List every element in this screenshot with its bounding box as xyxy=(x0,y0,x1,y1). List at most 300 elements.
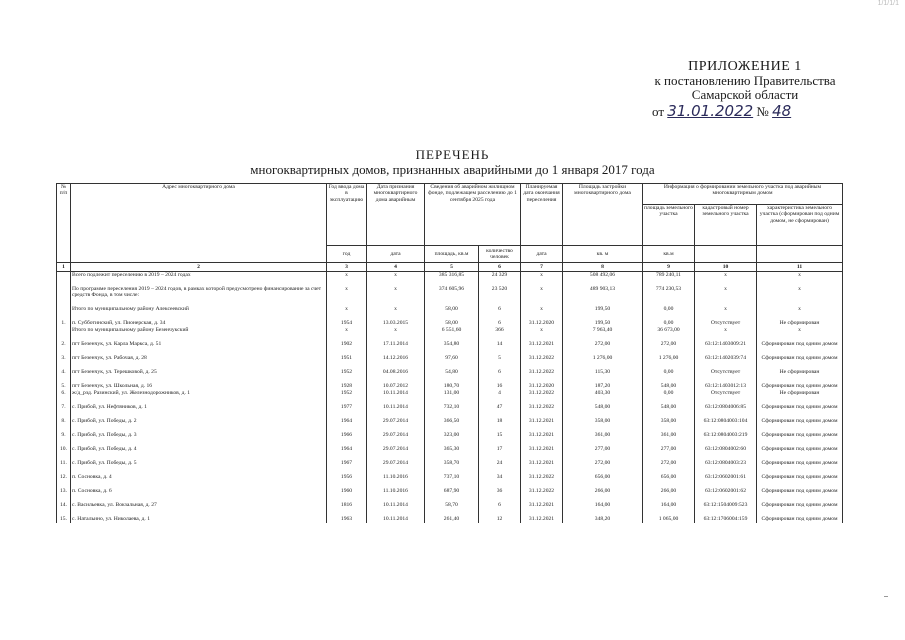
row-recognition-date: 29.07.2014 xyxy=(367,446,425,453)
row-built-area: 199,50 xyxy=(563,306,643,313)
row-number: 5. xyxy=(57,383,71,390)
spacer-cell xyxy=(479,411,521,418)
spacer-cell xyxy=(327,376,367,383)
table-row xyxy=(57,341,843,348)
table-row xyxy=(57,390,843,397)
spacer-cell xyxy=(757,397,843,404)
row-people: 24 xyxy=(479,460,521,467)
appendix-date-line xyxy=(600,104,890,119)
row-planned-date: 31.12.2020 xyxy=(521,383,563,390)
spacer-cell xyxy=(327,397,367,404)
spacer-cell xyxy=(71,425,327,432)
row-built-area: 489 903,13 xyxy=(563,286,643,299)
col-number: 9 xyxy=(643,263,695,272)
spacer-cell xyxy=(367,411,425,418)
spacer-cell xyxy=(563,411,643,418)
spacer-cell xyxy=(479,376,521,383)
row-address: Всего подлежит переселению в 2019 – 2024 годах xyxy=(71,272,327,280)
row-built-area: 272,00 xyxy=(563,460,643,467)
row-characteristic: Сформирован под одним домом xyxy=(757,404,843,411)
col-number: 7 xyxy=(521,263,563,272)
row-land-area: 789 240,11 xyxy=(643,272,695,280)
row-recognition-date: х xyxy=(367,327,425,334)
row-planned-date: 31.12.2021 xyxy=(521,460,563,467)
row-number: 2. xyxy=(57,341,71,348)
row-spacer xyxy=(57,411,843,418)
row-number: 13. xyxy=(57,488,71,495)
row-year: 1928 xyxy=(327,383,367,390)
row-planned-date: 31.12.2022 xyxy=(521,369,563,376)
row-planned-date: 31.12.2021 xyxy=(521,446,563,453)
row-built-area: 358,00 xyxy=(563,418,643,425)
spacer-cell xyxy=(57,348,71,355)
row-address: с. Прибой, ул. Победы, д. 5 xyxy=(71,460,327,467)
row-people: 14 xyxy=(479,341,521,348)
spacer-cell xyxy=(479,313,521,320)
spacer-cell xyxy=(479,279,521,286)
spacer-cell xyxy=(521,376,563,383)
spacer-cell xyxy=(521,439,563,446)
col-number: 11 xyxy=(757,263,843,272)
row-people: 47 xyxy=(479,404,521,411)
spacer-cell xyxy=(521,334,563,341)
row-cadastral: Отсутствует xyxy=(695,369,757,376)
spacer-cell xyxy=(367,439,425,446)
spacer-cell xyxy=(757,279,843,286)
row-year: х xyxy=(327,327,367,334)
row-people: 18 xyxy=(479,418,521,425)
spacer-cell xyxy=(757,467,843,474)
row-address: пгт Безенчук, ул. Терешковой, д. 25 xyxy=(71,369,327,376)
spacer-cell xyxy=(367,362,425,369)
row-planned-date: х xyxy=(521,306,563,313)
row-people: 12 xyxy=(479,516,521,523)
row-number: 9. xyxy=(57,432,71,439)
row-land-area: 358,00 xyxy=(643,418,695,425)
row-characteristic: Сформирован под одним домом xyxy=(757,383,843,390)
row-year: 1977 xyxy=(327,404,367,411)
row-recognition-date: 13.03.2015 xyxy=(367,320,425,327)
row-characteristic: Сформирован под одним домом xyxy=(757,474,843,481)
row-cadastral: 63:12:0602001:61 xyxy=(695,474,757,481)
row-number: 1. xyxy=(57,320,71,327)
table-row xyxy=(57,446,843,453)
row-characteristic: Не сформирован xyxy=(757,320,843,327)
appendix-line-resolution: к постановлению Правительства xyxy=(654,73,836,88)
row-land-area: 361,00 xyxy=(643,432,695,439)
spacer-cell xyxy=(695,299,757,306)
spacer-cell xyxy=(327,299,367,306)
table-row xyxy=(57,327,843,334)
row-built-area: 187,20 xyxy=(563,383,643,390)
row-address: с. Прибой, ул. Нефтяников, д. 1 xyxy=(71,404,327,411)
row-recognition-date: 10.07.2012 xyxy=(367,383,425,390)
spacer-cell xyxy=(695,467,757,474)
spacer-cell xyxy=(695,495,757,502)
row-planned-date: 31.12.2022 xyxy=(521,474,563,481)
row-characteristic: Сформирован под одним домом xyxy=(757,516,843,523)
row-cadastral: 63:12:0804003:23 xyxy=(695,460,757,467)
row-planned-date: 31.12.2022 xyxy=(521,488,563,495)
row-area: 354,80 xyxy=(425,341,479,348)
row-land-area: 0,00 xyxy=(643,390,695,397)
row-cadastral: 63:12:1402039:74 xyxy=(695,355,757,362)
spacer-cell xyxy=(521,397,563,404)
spacer-cell xyxy=(479,495,521,502)
col-number: 4 xyxy=(367,263,425,272)
spacer-cell xyxy=(57,439,71,446)
spacer-cell xyxy=(367,299,425,306)
buildings-table xyxy=(56,183,843,523)
header-built-area: Площадь застройки многоквартирного дома xyxy=(563,184,643,246)
row-cadastral: 63:12:1504009:523 xyxy=(695,502,757,509)
handwritten-date: 31.01.2022 xyxy=(667,102,754,120)
scan-mark xyxy=(884,596,888,597)
row-area: 374 605,96 xyxy=(425,286,479,299)
spacer-cell xyxy=(521,481,563,488)
spacer-cell xyxy=(643,439,695,446)
row-built-area: 277,00 xyxy=(563,446,643,453)
row-built-area: 115,30 xyxy=(563,369,643,376)
spacer-cell xyxy=(563,334,643,341)
col-number: 10 xyxy=(695,263,757,272)
spacer-cell xyxy=(695,397,757,404)
row-spacer xyxy=(57,439,843,446)
spacer-cell xyxy=(327,313,367,320)
spacer-cell xyxy=(71,439,327,446)
spacer-cell xyxy=(425,467,479,474)
spacer-cell xyxy=(479,334,521,341)
col-number: 8 xyxy=(563,263,643,272)
document-title xyxy=(0,147,905,177)
spacer-cell xyxy=(57,467,71,474)
spacer-cell xyxy=(57,411,71,418)
row-year: 1964 xyxy=(327,446,367,453)
spacer-cell xyxy=(367,467,425,474)
spacer-cell xyxy=(367,334,425,341)
row-address: пгт Безенчук, ул. Карла Маркса, д. 51 xyxy=(71,341,327,348)
spacer-cell xyxy=(695,334,757,341)
row-built-area: 548,00 xyxy=(563,404,643,411)
spacer-cell xyxy=(425,481,479,488)
spacer-cell xyxy=(521,425,563,432)
table-row xyxy=(57,474,843,481)
spacer-cell xyxy=(521,453,563,460)
col-number: 3 xyxy=(327,263,367,272)
row-planned-date: 31.12.2021 xyxy=(521,432,563,439)
spacer-cell xyxy=(479,467,521,474)
spacer-cell xyxy=(563,397,643,404)
spacer-cell xyxy=(327,453,367,460)
spacer-cell xyxy=(643,334,695,341)
spacer-cell xyxy=(327,411,367,418)
row-spacer xyxy=(57,397,843,404)
spacer-cell xyxy=(57,509,71,516)
row-spacer xyxy=(57,425,843,432)
spacer-cell xyxy=(521,495,563,502)
spacer-cell xyxy=(521,411,563,418)
spacer-cell xyxy=(367,397,425,404)
row-built-area: 272,00 xyxy=(563,341,643,348)
row-area: 366,50 xyxy=(425,418,479,425)
row-year: х xyxy=(327,306,367,313)
spacer-cell xyxy=(643,453,695,460)
row-land-area: 36 673,00 xyxy=(643,327,695,334)
row-spacer xyxy=(57,495,843,502)
spacer-cell xyxy=(695,453,757,460)
row-cadastral: х xyxy=(695,327,757,334)
row-people: 24 329 xyxy=(479,272,521,280)
row-planned-date: х xyxy=(521,327,563,334)
header-recognition-date: Дата признания многоквартирного дома аварийным xyxy=(367,184,425,246)
spacer-cell xyxy=(71,348,327,355)
spacer-cell xyxy=(563,495,643,502)
row-cadastral: 63:12:1706004:159 xyxy=(695,516,757,523)
row-number: 10. xyxy=(57,446,71,453)
row-number: 12. xyxy=(57,474,71,481)
row-recognition-date: 29.07.2014 xyxy=(367,460,425,467)
number-prefix: № xyxy=(756,104,769,119)
spacer-cell xyxy=(479,299,521,306)
row-area: 180,70 xyxy=(425,383,479,390)
row-number xyxy=(57,286,71,299)
spacer-cell xyxy=(425,362,479,369)
header-cadastral: кадастровый номер земельного участка xyxy=(695,205,757,246)
spacer-cell xyxy=(757,509,843,516)
row-area: 97,60 xyxy=(425,355,479,362)
row-people: 6 xyxy=(479,369,521,376)
spacer-cell xyxy=(695,348,757,355)
row-land-area: 1 065,00 xyxy=(643,516,695,523)
row-area: 737,10 xyxy=(425,474,479,481)
row-year: х xyxy=(327,272,367,280)
spacer-cell xyxy=(521,279,563,286)
row-address: с. Прибой, ул. Победы, д. 4 xyxy=(71,446,327,453)
row-year: х xyxy=(327,286,367,299)
row-characteristic: х xyxy=(757,306,843,313)
row-planned-date: 31.12.2021 xyxy=(521,516,563,523)
spacer-cell xyxy=(57,299,71,306)
row-recognition-date: х xyxy=(367,306,425,313)
spacer-cell xyxy=(757,425,843,432)
spacer-cell xyxy=(367,425,425,432)
spacer-cell xyxy=(57,397,71,404)
spacer-cell xyxy=(71,397,327,404)
row-area: 358,70 xyxy=(425,460,479,467)
header-emergency-fund: Сведения об аварийном жилищном фонде, подлежащем расселению до 1 сентября 2025 года xyxy=(425,184,521,246)
spacer-cell xyxy=(71,495,327,502)
spacer-cell xyxy=(71,481,327,488)
spacer-cell xyxy=(71,453,327,460)
row-year: 1816 xyxy=(327,502,367,509)
table-row xyxy=(57,488,843,495)
row-planned-date: 31.12.2022 xyxy=(521,404,563,411)
row-characteristic: Не сформирован xyxy=(757,390,843,397)
row-built-area: 7 963,40 xyxy=(563,327,643,334)
row-spacer xyxy=(57,481,843,488)
row-spacer xyxy=(57,376,843,383)
row-recognition-date: 10.11.2014 xyxy=(367,390,425,397)
spacer-cell xyxy=(57,362,71,369)
spacer-cell xyxy=(563,348,643,355)
row-people: 34 xyxy=(479,474,521,481)
row-year: 1952 xyxy=(327,390,367,397)
table-row xyxy=(57,516,843,523)
row-spacer xyxy=(57,509,843,516)
row-people: 5 xyxy=(479,355,521,362)
row-land-area: 548,00 xyxy=(643,383,695,390)
spacer-cell xyxy=(643,509,695,516)
row-characteristic: Сформирован под одним домом xyxy=(757,418,843,425)
row-built-area: 361,00 xyxy=(563,432,643,439)
row-built-area: 508 492,06 xyxy=(563,272,643,280)
row-planned-date: 31.12.2021 xyxy=(521,502,563,509)
spacer-cell xyxy=(71,411,327,418)
row-planned-date: 31.12.2022 xyxy=(521,355,563,362)
spacer-cell xyxy=(367,481,425,488)
spacer-cell xyxy=(643,467,695,474)
row-characteristic: Сформирован под одним домом xyxy=(757,432,843,439)
header-land-characteristic: характеристика земельного участка (сформирован под одним домом, не сформирован) xyxy=(757,205,843,246)
appendix-block xyxy=(600,60,890,119)
row-address: п. Субботинский, ул. Пионерская, д. 34 xyxy=(71,320,327,327)
spacer-cell xyxy=(425,397,479,404)
row-cadastral: 63:12:1403012:13 xyxy=(695,383,757,390)
spacer-cell xyxy=(521,348,563,355)
row-recognition-date: 11.10.2016 xyxy=(367,488,425,495)
spacer-cell xyxy=(643,411,695,418)
row-year: 1967 xyxy=(327,460,367,467)
col-number: 2 xyxy=(71,263,327,272)
spacer-cell xyxy=(643,279,695,286)
row-address: с. Прибой, ул. Победы, д. 3 xyxy=(71,432,327,439)
row-recognition-date: 10.11.2014 xyxy=(367,516,425,523)
spacer-cell xyxy=(563,313,643,320)
spacer-cell xyxy=(425,453,479,460)
spacer-cell xyxy=(695,362,757,369)
spacer-cell xyxy=(57,313,71,320)
row-address: с. Васильевка, ул. Вокзальная, д. 27 xyxy=(71,502,327,509)
spacer-cell xyxy=(757,439,843,446)
row-built-area: 403,30 xyxy=(563,390,643,397)
row-year: 1954 xyxy=(327,320,367,327)
spacer-cell xyxy=(479,425,521,432)
row-area: 687,90 xyxy=(425,488,479,495)
spacer-cell xyxy=(695,481,757,488)
unit-sqm-2: кв.м xyxy=(643,246,695,263)
row-recognition-date: 29.07.2014 xyxy=(367,418,425,425)
row-cadastral: Отсутствует xyxy=(695,320,757,327)
row-cadastral: х xyxy=(695,272,757,280)
row-area: 732,10 xyxy=(425,404,479,411)
row-land-area: 0,00 xyxy=(643,320,695,327)
date-prefix: от xyxy=(652,104,665,119)
row-cadastral: 63:12:0804006:85 xyxy=(695,404,757,411)
spacer-cell xyxy=(327,279,367,286)
row-built-area: 266,00 xyxy=(563,488,643,495)
row-people: 15 xyxy=(479,432,521,439)
row-characteristic: Сформирован под одним домом xyxy=(757,341,843,348)
spacer-cell xyxy=(425,348,479,355)
row-characteristic: х xyxy=(757,286,843,299)
row-land-area: 656,00 xyxy=(643,474,695,481)
spacer-cell xyxy=(643,348,695,355)
row-spacer xyxy=(57,348,843,355)
row-cadastral: х xyxy=(695,306,757,313)
spacer-cell xyxy=(327,334,367,341)
row-land-area: 272,00 xyxy=(643,460,695,467)
row-area: 6 551,60 xyxy=(425,327,479,334)
row-number xyxy=(57,327,71,334)
row-year: 1952 xyxy=(327,369,367,376)
spacer-cell xyxy=(757,495,843,502)
row-people: 23 520 xyxy=(479,286,521,299)
unit-sqm: кв. м xyxy=(563,246,643,263)
spacer-cell xyxy=(71,279,327,286)
spacer-cell xyxy=(71,334,327,341)
spacer-cell xyxy=(367,453,425,460)
row-characteristic: Сформирован под одним домом xyxy=(757,502,843,509)
spacer-cell xyxy=(757,481,843,488)
row-characteristic: х xyxy=(757,327,843,334)
row-land-area: 1 276,00 xyxy=(643,355,695,362)
row-land-area: 272,00 xyxy=(643,341,695,348)
row-recognition-date: х xyxy=(367,272,425,280)
table-row xyxy=(57,418,843,425)
spacer-cell xyxy=(327,348,367,355)
spacer-cell xyxy=(563,481,643,488)
header-planned-date: Планируемая дата окончания переселения xyxy=(521,184,563,246)
spacer-cell xyxy=(425,411,479,418)
row-recognition-date: х xyxy=(367,286,425,299)
spacer-cell xyxy=(563,376,643,383)
spacer-cell xyxy=(643,299,695,306)
spacer-cell xyxy=(521,362,563,369)
unit-date: дата xyxy=(367,246,425,263)
row-land-area: 0,00 xyxy=(643,306,695,313)
row-land-area: 277,00 xyxy=(643,446,695,453)
row-planned-date: 31.12.2020 xyxy=(521,320,563,327)
table-row xyxy=(57,272,843,280)
spacer-cell xyxy=(757,348,843,355)
spacer-cell xyxy=(695,313,757,320)
spacer-cell xyxy=(367,279,425,286)
spacer-cell xyxy=(425,509,479,516)
row-cadastral: 63:12:0602001:62 xyxy=(695,488,757,495)
spacer-cell xyxy=(327,467,367,474)
row-recognition-date: 17.11.2014 xyxy=(367,341,425,348)
spacer-cell xyxy=(563,279,643,286)
row-area: 58,00 xyxy=(425,320,479,327)
spacer-cell xyxy=(695,425,757,432)
row-recognition-date: 11.10.2016 xyxy=(367,474,425,481)
spacer-cell xyxy=(521,467,563,474)
row-cadastral: 63:12:1403009:21 xyxy=(695,341,757,348)
spacer-cell xyxy=(757,376,843,383)
spacer-cell xyxy=(643,481,695,488)
row-spacer xyxy=(57,279,843,286)
row-year: 1964 xyxy=(327,418,367,425)
spacer-cell xyxy=(643,397,695,404)
row-cadastral: 63:12:0804002:60 xyxy=(695,446,757,453)
spacer-cell xyxy=(643,362,695,369)
spacer-cell xyxy=(327,425,367,432)
row-address: ж/д_рзд. Разинский, ул. Железнодорожников, д. 1 xyxy=(71,390,327,397)
row-built-area: 199,50 xyxy=(563,320,643,327)
row-year: 1956 xyxy=(327,474,367,481)
row-recognition-date: 14.12.2016 xyxy=(367,355,425,362)
spacer-cell xyxy=(57,481,71,488)
